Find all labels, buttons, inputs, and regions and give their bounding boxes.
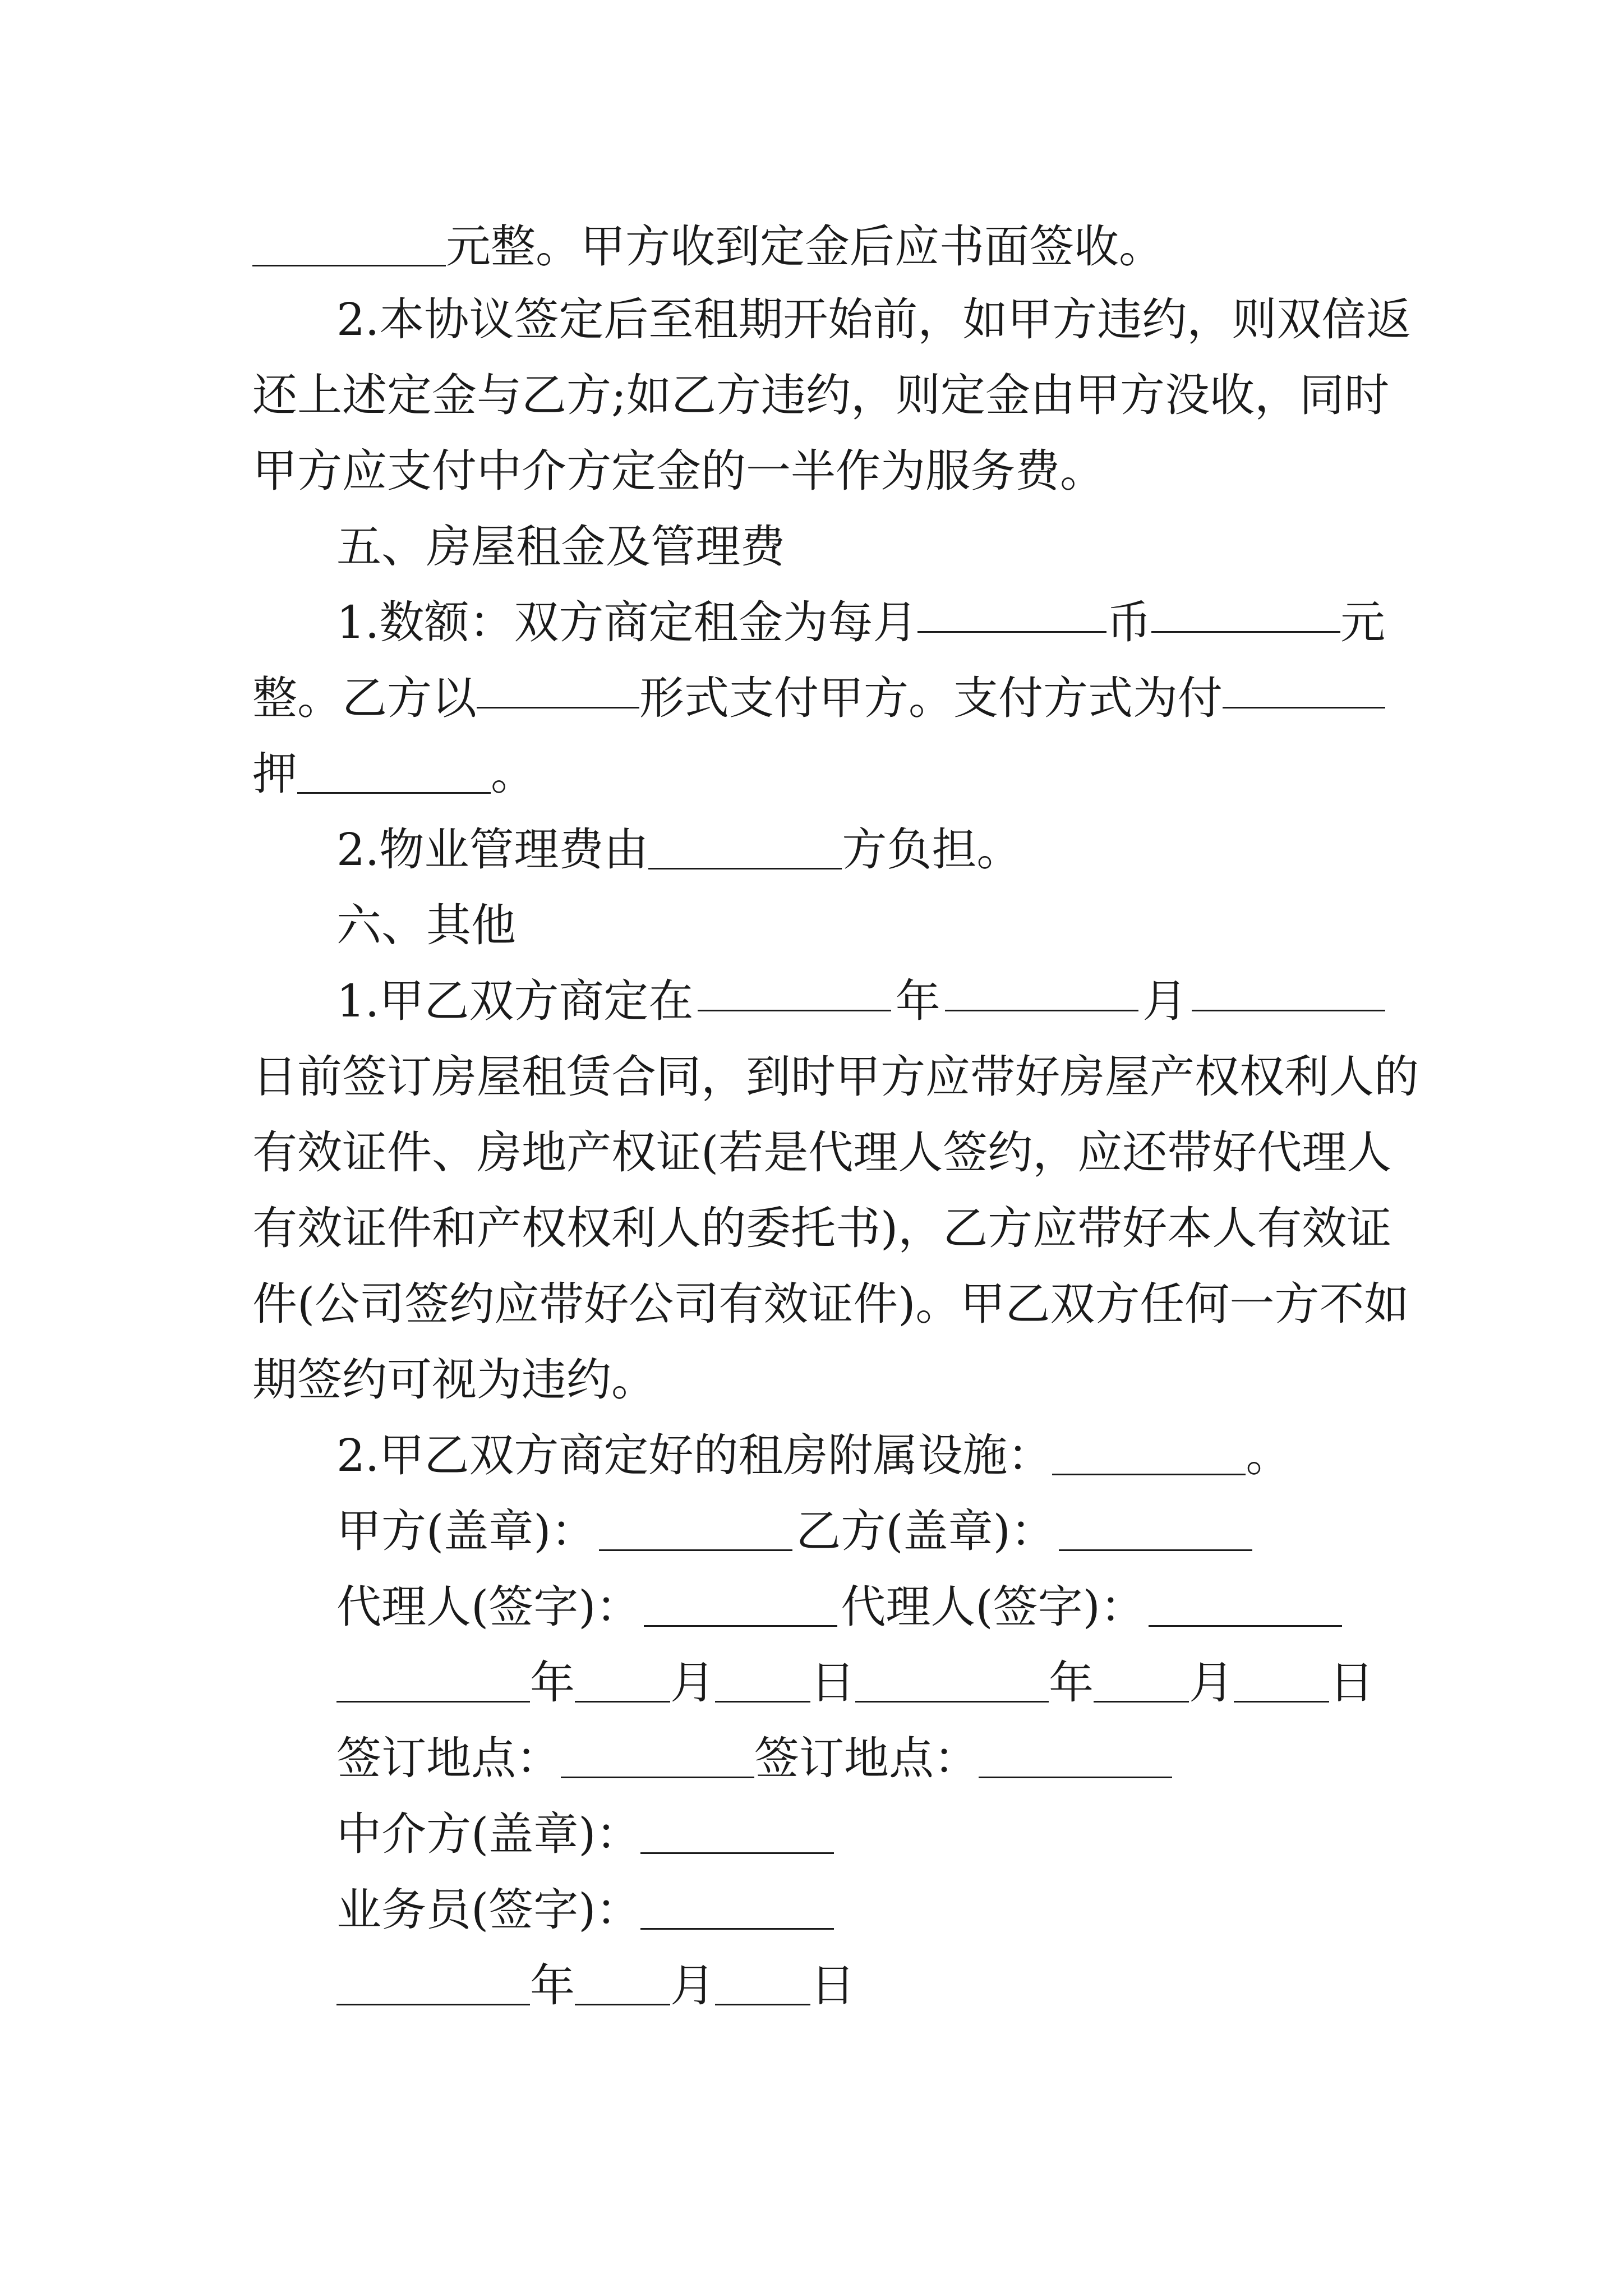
signing-year-blank: [698, 970, 891, 1011]
year-label: 年: [895, 975, 940, 1027]
party-b-agent-blank: [1149, 1586, 1342, 1627]
deposit-terms-label: 押: [252, 748, 297, 800]
party-a-seal-label: 甲方(盖章)：: [336, 1505, 596, 1557]
salesperson-signature-blank: [640, 1889, 834, 1930]
currency-label: 币: [1106, 596, 1152, 648]
facilities-label: 2.甲乙双方商定好的租房附属设施：: [336, 1429, 1053, 1481]
signing-date-line: [336, 970, 1385, 1032]
payment-form-line: [252, 668, 1385, 729]
day-label: 日: [810, 1657, 855, 1709]
section-heading-other: 六、其他: [336, 899, 516, 951]
year-label: 年: [530, 1959, 575, 2012]
party-b-seal-blank: [1059, 1510, 1252, 1551]
month-label: 月: [670, 1657, 715, 1709]
facilities-end: 。: [1246, 1429, 1291, 1481]
yuan-label: 元: [1340, 596, 1385, 648]
other-clause-line-5: 件(公司签约应带好公司有效证件)。甲乙双方任何一方不如: [252, 1278, 1409, 1330]
party-b-day-blank: [1234, 1662, 1329, 1703]
intermediary-day-blank: [715, 1964, 810, 2005]
party-a-month-blank: [575, 1662, 670, 1703]
agent-signature-line: [336, 1576, 1385, 1638]
section-heading-rent: 五、房屋租金及管理费: [336, 521, 785, 573]
salesperson-line: [336, 1879, 1385, 1941]
intermediary-seal-label: 中介方(盖章)：: [336, 1808, 641, 1860]
seal-line: [336, 1501, 1385, 1562]
party-a-place-label: 签订地点：: [336, 1732, 561, 1784]
month-label: 月: [1189, 1657, 1234, 1709]
intermediary-month-blank: [575, 1964, 670, 2005]
party-a-agent-label: 代理人(签字)：: [336, 1581, 641, 1633]
signature-date-line: [336, 1652, 1385, 1714]
salesperson-signature-label: 业务员(签字)：: [336, 1884, 641, 1936]
intermediary-date-line: [336, 1955, 1385, 2017]
signing-place-line: [336, 1728, 1385, 1789]
deposit-amount-blank: [252, 226, 446, 266]
party-b-month-blank: [1094, 1662, 1189, 1703]
day-label: 日: [810, 1959, 855, 2012]
party-a-year-blank: [336, 1662, 530, 1703]
management-fee-end: 方负担。: [842, 823, 1022, 876]
other-clause-line-3: 有效证件、房地产权证(若是代理人签约，应还带好代理人: [252, 1126, 1392, 1179]
intermediary-year-blank: [336, 1964, 530, 2005]
deposit-terms-line: [252, 743, 1385, 805]
payment-method-label: 形式支付甲方。支付方式为付: [639, 672, 1223, 724]
management-fee-label: 2.物业管理费由: [336, 823, 649, 876]
signing-day-blank: [1192, 970, 1385, 1011]
party-b-place-label: 签订地点：: [754, 1732, 979, 1784]
party-b-year-blank: [855, 1662, 1049, 1703]
party-a-seal-blank: [599, 1510, 792, 1551]
intermediary-seal-blank: [640, 1813, 834, 1854]
month-label: 月: [1142, 975, 1188, 1027]
breach-clause-line-1: 2.本协议签定后至租期开始前，如甲方违约，则双倍返: [336, 293, 1412, 346]
management-fee-line: [336, 819, 1385, 881]
breach-clause-line-3: 甲方应支付中介方定金的一半作为服务费。: [252, 445, 1105, 497]
rent-per-month-blank: [917, 592, 1106, 633]
payment-pay-blank: [1223, 668, 1385, 708]
party-a-place-blank: [561, 1737, 754, 1778]
party-a-agent-blank: [644, 1586, 837, 1627]
signing-month-blank: [945, 970, 1138, 1011]
other-clause-line-2: 日前签订房屋租赁合同，到时甲方应带好房屋产权权利人的: [252, 1051, 1419, 1103]
deposit-terms-blank: [297, 753, 491, 794]
party-a-day-blank: [715, 1662, 810, 1703]
intermediary-seal-line: [336, 1803, 1385, 1865]
party-b-seal-label: 乙方(盖章)：: [796, 1505, 1055, 1557]
other-clause-line-6: 期签约可视为违约。: [252, 1354, 656, 1406]
year-label: 年: [1049, 1657, 1094, 1709]
party-b-place-blank: [979, 1737, 1172, 1778]
management-fee-party-blank: [648, 829, 842, 869]
rent-currency-blank: [1151, 592, 1340, 633]
other-clause-line-4: 有效证件和产权权利人的委托书)，乙方应带好本人有效证: [252, 1202, 1392, 1254]
facilities-line: [336, 1425, 1385, 1487]
rent-amount-line: [336, 592, 1385, 654]
payment-form-blank: [477, 668, 639, 708]
deposit-receipt-line: [252, 216, 1385, 278]
deposit-receipt-text: 元整。甲方收到定金后应书面签收。: [446, 220, 1164, 273]
payment-form-label: 整。乙方以: [252, 672, 477, 724]
party-b-agent-label: 代理人(签字)：: [841, 1581, 1145, 1633]
signing-date-label: 1.甲乙双方商定在: [336, 975, 694, 1027]
month-label: 月: [670, 1959, 715, 2012]
deposit-terms-end: 。: [491, 748, 536, 800]
year-label: 年: [530, 1657, 575, 1709]
day-label: 日: [1329, 1657, 1374, 1709]
facilities-blank: [1052, 1434, 1246, 1475]
rent-amount-label: 1.数额：双方商定租金为每月: [336, 596, 918, 648]
breach-clause-line-2: 还上述定金与乙方;如乙方违约，则定金由甲方没收，同时: [252, 369, 1389, 421]
